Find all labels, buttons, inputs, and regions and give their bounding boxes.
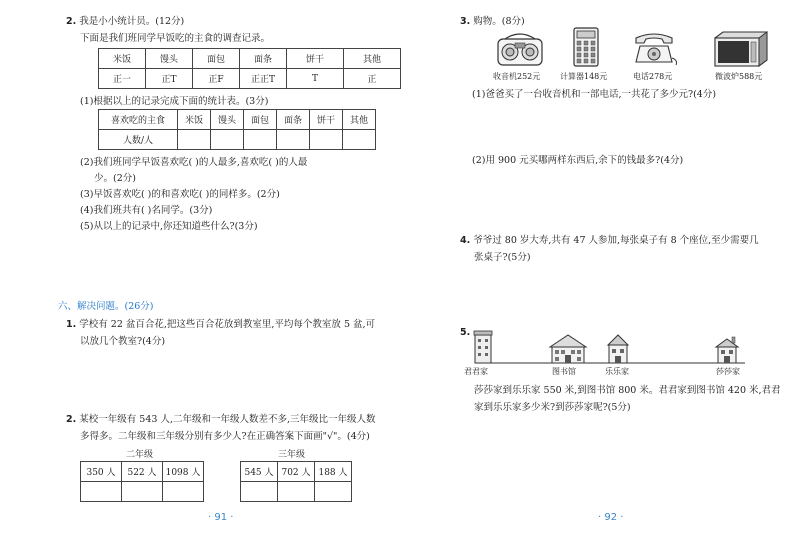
q2-sub2-line1: (2)我们班同学早饭喜欢吃( )的人最多,喜欢吃( )的人最 xyxy=(80,157,308,168)
record-header-cell: 面条 xyxy=(240,49,287,69)
stat-answer-cell[interactable] xyxy=(343,130,376,150)
record-mark-cell: 正 xyxy=(344,69,401,89)
s6-q1-line2: 以放几个教室?(4分) xyxy=(80,336,166,347)
record-mark-cell: 正正T xyxy=(240,69,287,89)
microwave-caption: 微波炉588元 xyxy=(715,72,763,81)
grade3-label: 三年级 xyxy=(278,450,306,460)
q3-title: 购物。(8分) xyxy=(473,16,525,27)
lele-house-icon xyxy=(608,335,628,363)
q2-sub1: (1)根据以上的记录完成下面的统计表。(3分) xyxy=(80,96,269,107)
s6-q1-line1 xyxy=(66,316,375,330)
record-table xyxy=(98,48,401,89)
stat-header-cell: 面包 xyxy=(244,110,277,130)
q5-line2: 家到乐乐家多少米?到莎莎家呢?(5分) xyxy=(474,402,631,413)
stat-answer-cell[interactable] xyxy=(178,130,211,150)
place-label-library: 图书馆 xyxy=(552,367,576,376)
record-mark-cell: 正一 xyxy=(99,69,146,89)
grade2-check-cell[interactable] xyxy=(81,482,122,502)
grade2-check-cell[interactable] xyxy=(122,482,163,502)
stat-header-cell: 米饭 xyxy=(178,110,211,130)
q2-sub3: (3)早饭喜欢吃( )的和喜欢吃( )的同样多。(2分) xyxy=(80,189,280,200)
place-label-junjun: 君君家 xyxy=(464,367,488,376)
stat-row-label: 人数/人 xyxy=(99,130,178,150)
q3-sub2: (2)用 900 元买哪两样东西后,余下的钱最多?(4分) xyxy=(472,155,684,166)
grade3-option: 702 人 xyxy=(278,462,315,482)
q2-number: 2. xyxy=(66,16,77,27)
q4-text: 爷爷过 80 岁大寿,共有 47 人参加,每张桌子有 8 个座位,至少需要几 xyxy=(473,235,759,246)
s6-q1-text: 学校有 22 盆百合花,把这些百合花放到教室里,平均每个教室放 5 盆,可 xyxy=(79,319,376,330)
q3-number: 3. xyxy=(460,16,471,27)
grade2-table xyxy=(80,461,204,502)
right-page-number: · 92 · xyxy=(598,512,624,523)
stat-header-cell: 喜欢吃的主食 xyxy=(99,110,178,130)
q3-sub1: (1)爸爸买了一台收音机和一部电话,一共花了多少元?(4分) xyxy=(472,89,717,100)
shasha-house-icon xyxy=(716,337,738,363)
grade2-label: 二年级 xyxy=(126,450,154,460)
q2-intro: 下面是我们班同学早饭吃的主食的调查记录。 xyxy=(80,33,271,44)
calculator-icon xyxy=(573,27,599,67)
record-header-cell: 面包 xyxy=(193,49,240,69)
library-icon xyxy=(550,335,586,363)
q5-line1: 莎莎家到乐乐家 550 米,到图书馆 800 米。君君家到图书馆 420 米,君君 xyxy=(474,385,781,396)
record-header-cell: 饼干 xyxy=(287,49,344,69)
grade3-check-cell[interactable] xyxy=(315,482,352,502)
calculator-caption: 计算器148元 xyxy=(560,72,608,81)
grade3-option: 545 人 xyxy=(241,462,278,482)
record-mark-cell: 正T xyxy=(146,69,193,89)
record-header-cell: 馒头 xyxy=(146,49,193,69)
stat-header-cell: 饼干 xyxy=(310,110,343,130)
grade2-check-cell[interactable] xyxy=(163,482,204,502)
stat-answer-cell[interactable] xyxy=(310,130,343,150)
s6-q1-number: 1. xyxy=(66,319,77,330)
grade3-check-cell[interactable] xyxy=(278,482,315,502)
grade2-option: 1098 人 xyxy=(163,462,204,482)
telephone-caption: 电话278元 xyxy=(633,72,673,81)
q4-line1 xyxy=(460,232,759,246)
q2-sub4: (4)我们班共有( )名同学。(3分) xyxy=(80,205,213,216)
telephone-icon xyxy=(628,32,680,66)
q2-sub5: (5)从以上的记录中,你还知道些什么?(3分) xyxy=(80,221,258,232)
q4-number: 4. xyxy=(460,235,471,246)
s6-q2-number: 2. xyxy=(66,414,77,425)
stat-header-cell: 其他 xyxy=(343,110,376,130)
stat-answer-cell[interactable] xyxy=(244,130,277,150)
record-header-cell: 米饭 xyxy=(99,49,146,69)
junjun-house-icon xyxy=(474,331,492,363)
grade2-option: 522 人 xyxy=(122,462,163,482)
record-mark-cell: T xyxy=(287,69,344,89)
stat-header-cell: 面条 xyxy=(277,110,310,130)
q3-header xyxy=(460,13,525,27)
radio-icon xyxy=(495,31,545,67)
grade2-option: 350 人 xyxy=(81,462,122,482)
s6-q2-line2: 多得多。二年级和三年级分别有多少人?在正确答案下面画"√"。(4分) xyxy=(80,431,370,442)
stat-answer-cell[interactable] xyxy=(277,130,310,150)
microwave-icon xyxy=(713,30,769,68)
grade3-table xyxy=(240,461,352,502)
q4-line2: 张桌子?(5分) xyxy=(474,252,531,263)
s6-q2-text: 某校一年级有 543 人,二年级和一年级人数差不多,三年级比一年级人数 xyxy=(79,414,376,425)
stat-answer-cell[interactable] xyxy=(211,130,244,150)
q2-sub2-line2: 少。(2分) xyxy=(94,173,136,184)
place-label-lele: 乐乐家 xyxy=(605,367,629,376)
radio-caption: 收音机252元 xyxy=(493,72,541,81)
q2-title: 我是小小统计员。(12分) xyxy=(79,16,185,27)
grade3-check-cell[interactable] xyxy=(241,482,278,502)
stat-table xyxy=(98,109,376,150)
record-mark-cell: 正F xyxy=(193,69,240,89)
s6-q2-line1 xyxy=(66,411,375,425)
grade3-option: 188 人 xyxy=(315,462,352,482)
record-header-cell: 其他 xyxy=(344,49,401,69)
left-page-number: · 91 · xyxy=(208,512,234,523)
stat-header-cell: 馒头 xyxy=(211,110,244,130)
q2-header xyxy=(66,13,184,27)
place-label-shasha: 莎莎家 xyxy=(716,367,740,376)
section6-title: 六、解决问题。(26分) xyxy=(58,301,154,312)
q5-number: 5. xyxy=(460,327,471,338)
